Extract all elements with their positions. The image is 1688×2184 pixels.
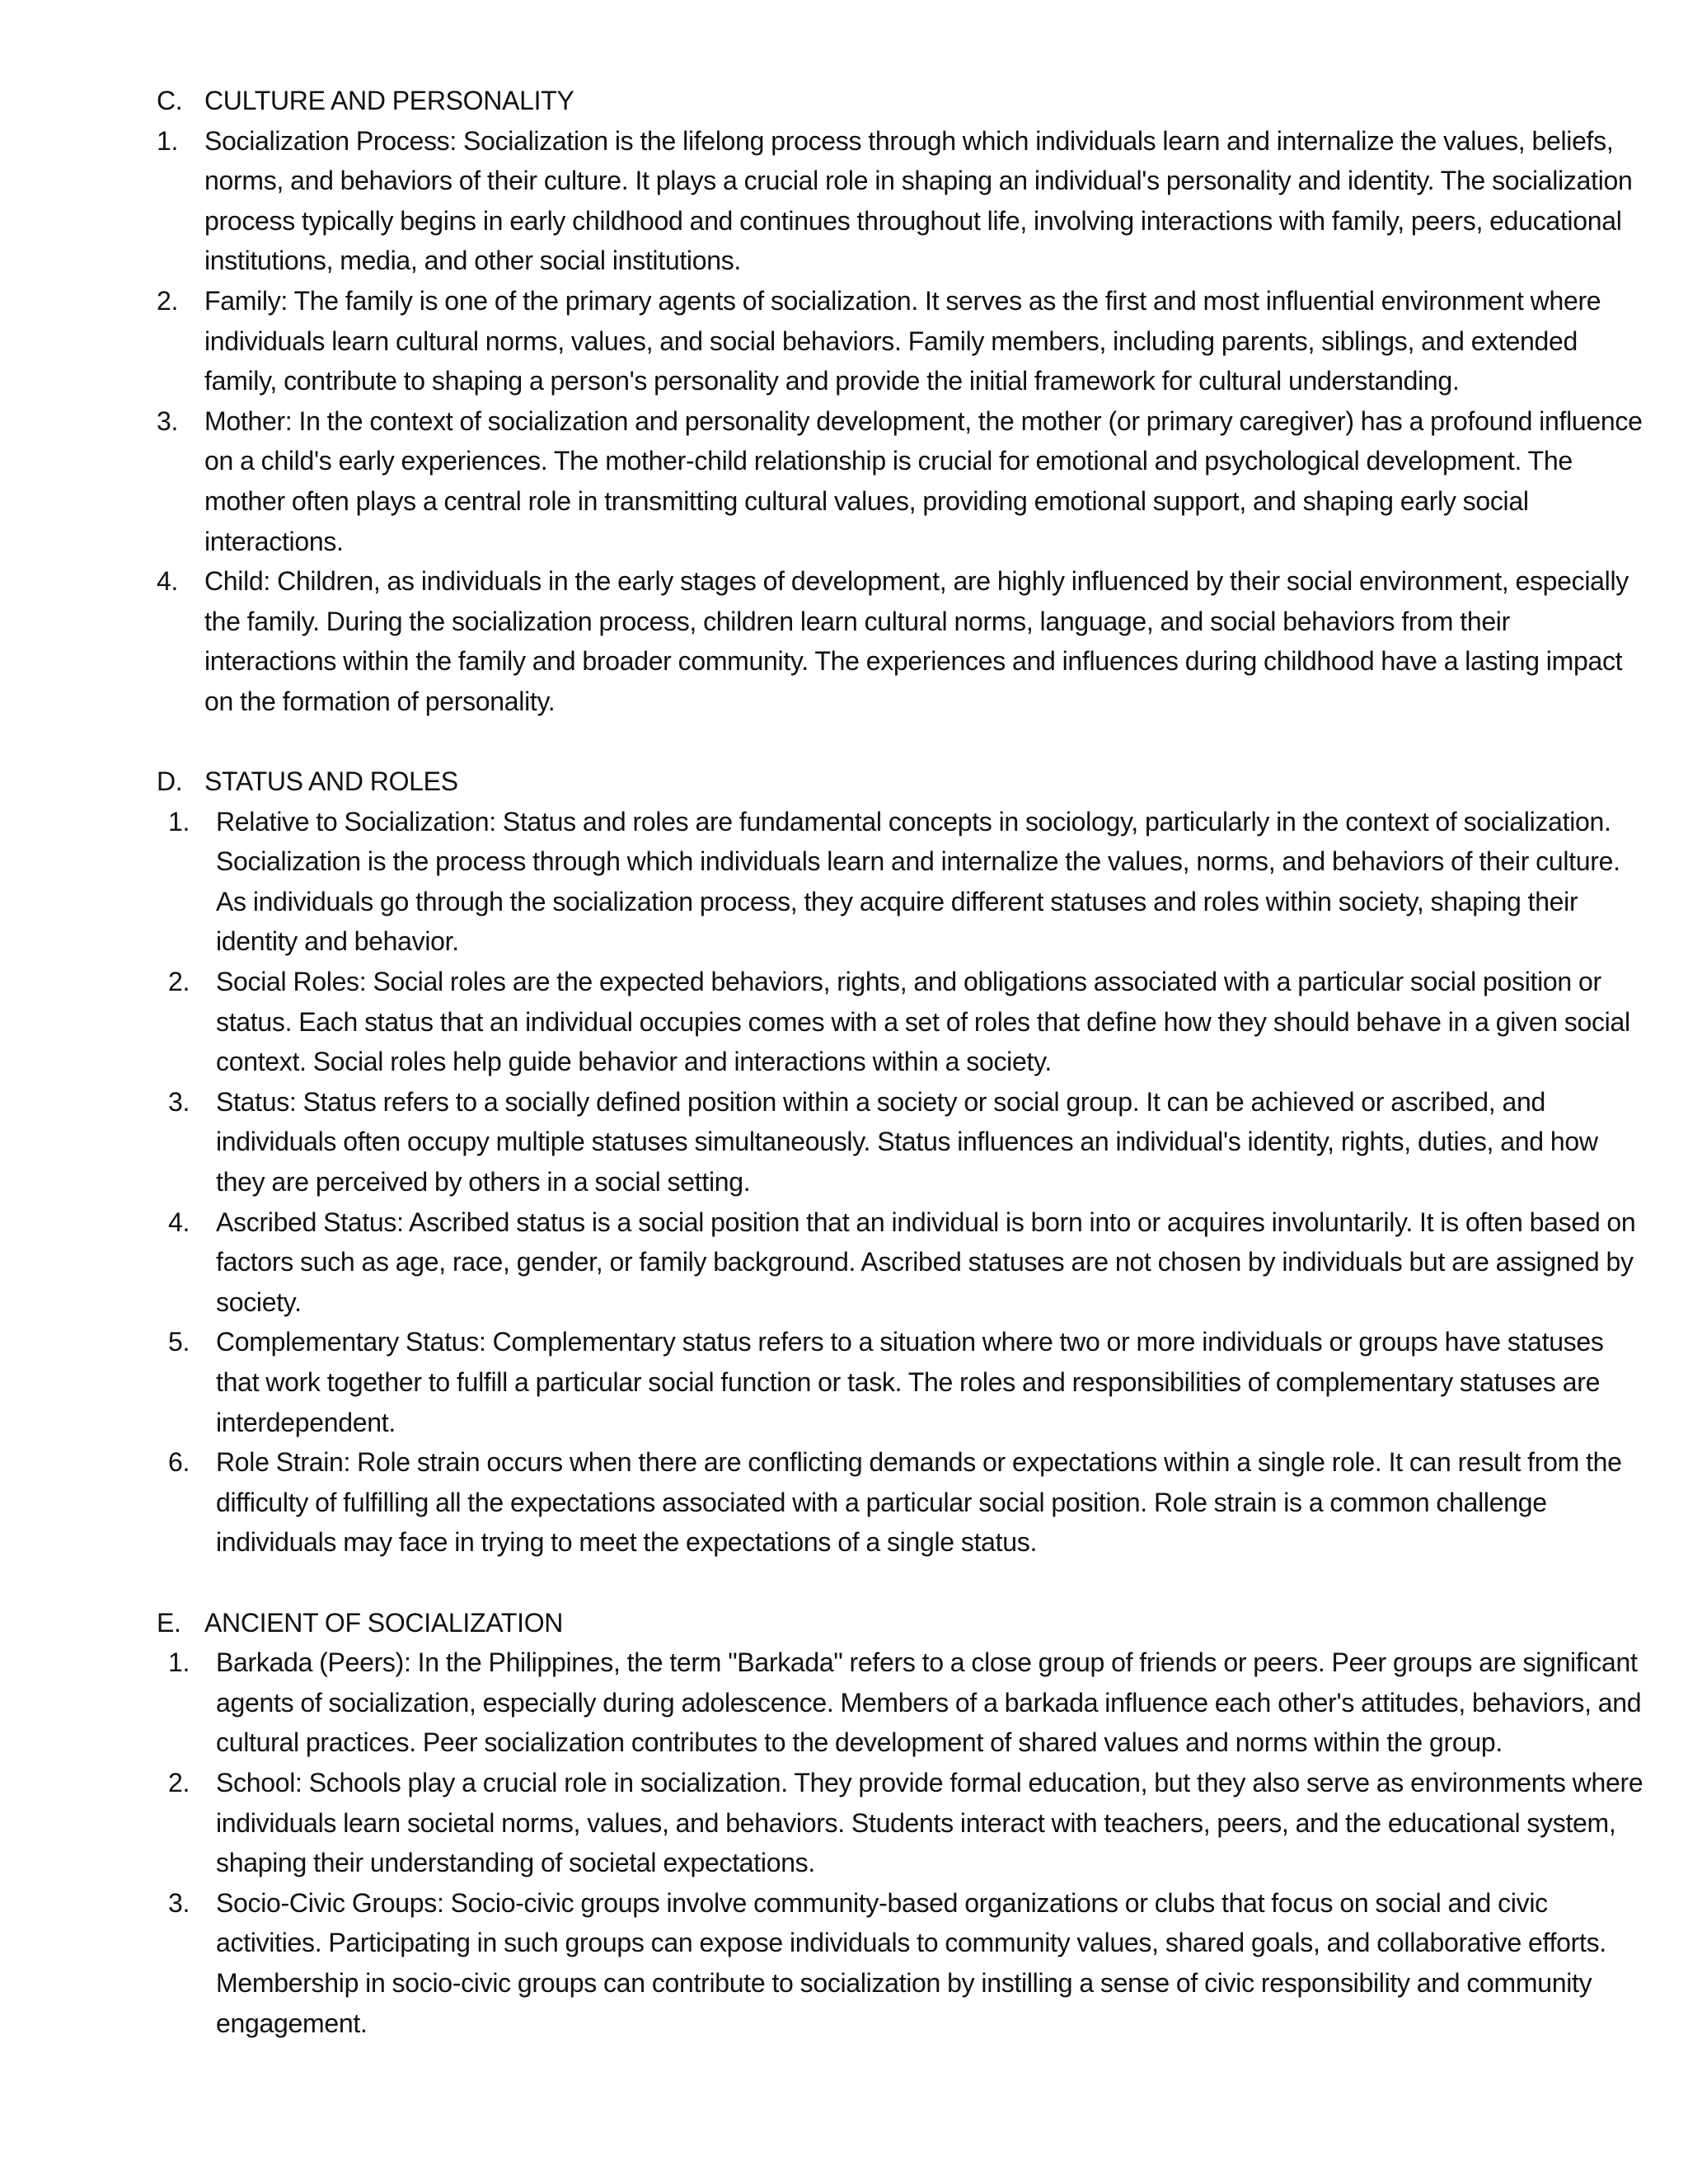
section-status-and-roles xyxy=(157,762,1644,1563)
list-item-number: 1. xyxy=(168,806,190,837)
list-item-text: Barkada (Peers): In the Philippines, the term "Barkada" refers to a close group of friends or peers. Peer groups are significant agents of socialization, especially during adolescence. Members of a barkada influence each other's attitudes, behaviors, and cultural practices. Peer socialization contributes to the development of shared values and norms within the group. xyxy=(216,1647,1642,1758)
section-title: CULTURE AND PERSONALITY xyxy=(204,86,574,115)
list-item-number: 3. xyxy=(157,405,179,436)
list-item xyxy=(157,121,1644,281)
section-title: STATUS AND ROLES xyxy=(204,766,458,797)
list-item-text: Status: Status refers to a socially defined position within a society or social group. It can be achieved or ascribed, and individuals often occupy multiple statuses simultaneously. Status influences an individual's identity, rights, duties, and how they are perceived by others in a social setting. xyxy=(216,1086,1598,1197)
list-item-text: Socio-Civic Groups: Socio-civic groups involve community-based organizations or clubs that focus on social and civic activities. Participating in such groups can expose individuals to community values, shared goals, and collaborative efforts. Membership in socio-civic groups can contribute to socialization by instilling a sense of civic responsibility and community engagement. xyxy=(216,1887,1606,2038)
list-item xyxy=(157,1442,1644,1563)
list-item-text: Mother: In the context of socialization and personality development, the mother (or primary caregiver) has a profound influence on a child's early experiences. The mother-child relationship is crucial for emotional and psychological development. The mother often plays a central role in transmitting cultural values, providing emotional support, and shaping early social interactions. xyxy=(204,405,1643,556)
list-item-number: 4. xyxy=(157,566,179,597)
section-letter: E. xyxy=(157,1607,181,1638)
list-item-text: School: Schools play a crucial role in socialization. They provide formal education, but they also serve as environments where individuals learn societal norms, values, and behaviors. Students interact with teachers, peers, and the educational system, shaping their understanding of societal expectations. xyxy=(216,1767,1643,1878)
list-item-text: Child: Children, as individuals in the early stages of development, are highly influenced by their social environment, especially the family. During the socialization process, children learn cultural norms, language, and social behaviors from their interactions within the family and broader community. The experiences and influences during childhood have a lasting impact on the formation of personality. xyxy=(204,566,1629,716)
list-item xyxy=(157,1883,1644,2043)
list-item xyxy=(157,1082,1644,1202)
section-heading xyxy=(157,762,1644,802)
list-item xyxy=(157,1763,1644,1883)
section-ancient-of-socialization xyxy=(157,1603,1644,2044)
list-item-number: 1. xyxy=(157,125,179,156)
list-item-text: Social Roles: Social roles are the expected behaviors, rights, and obligations associated with a particular social position or status. Each status that an individual occupies comes with a set of roles that define how they should behave in a given social context. Social roles help guide behavior and interactions within a society. xyxy=(216,967,1630,1077)
section-letter: C. xyxy=(157,86,183,115)
list-item xyxy=(157,1322,1644,1442)
list-item-number: 2. xyxy=(168,967,190,997)
list-item-number: 5. xyxy=(168,1327,190,1357)
section-title: ANCIENT OF SOCIALIZATION xyxy=(204,1607,564,1638)
list-item-number: 1. xyxy=(168,1647,190,1678)
list-item-text: Complementary Status: Complementary status refers to a situation where two or more individuals or groups have statuses that work together to fulfill a particular social function or task. The roles and responsibilities of complementary statuses are interdependent. xyxy=(216,1327,1604,1437)
list-item-number: 4. xyxy=(168,1207,190,1237)
document-page xyxy=(157,81,1644,2043)
list-item-text: Role Strain: Role strain occurs when there are conflicting demands or expectations within a single role. It can result from the difficulty of fulfilling all the expectations associated with a particular social position. Role strain is a common challenge individuals may face in trying to meet the expectations of a single status. xyxy=(216,1447,1622,1558)
list-item-number: 3. xyxy=(168,1887,190,1918)
list-item-text: Ascribed Status: Ascribed status is a social position that an individual is born into or acquires involuntarily. It is often based on factors such as age, race, gender, or family background. Ascribed statuses are not chosen by individuals but are assigned by society. xyxy=(216,1207,1636,1317)
list-item-number: 3. xyxy=(168,1086,190,1117)
list-item xyxy=(157,1643,1644,1763)
list-item-text: Relative to Socialization: Status and roles are fundamental concepts in sociology, particularly in the context of socialization. Socialization is the process through which individuals learn and internalize the values, norms, and behaviors of their culture. As individuals go through the socialization process, they acquire different statuses and roles within society, shaping their identity and behavior. xyxy=(216,806,1620,957)
list-item-text: Family: The family is one of the primary agents of socialization. It serves as the first and most influential environment where individuals learn cultural norms, values, and social behaviors. Family members, including parents, siblings, and extended family, contribute to shaping a person's personality and provide the initial framework for cultural understanding. xyxy=(204,285,1601,396)
section-heading xyxy=(157,1603,1644,1643)
list-item xyxy=(157,401,1644,561)
list-item-number: 6. xyxy=(168,1447,190,1478)
list-item-text: Socialization Process: Socialization is the lifelong process through which individuals learn and internalize the values, beliefs, norms, and behaviors of their culture. It plays a crucial role in shaping an individual's personality and identity. The socialization process typically begins in early childhood and continues throughout life, involving interactions with family, peers, educational institutions, media, and other social institutions. xyxy=(204,125,1633,276)
list-item-number: 2. xyxy=(168,1767,190,1797)
list-item-number: 2. xyxy=(157,285,179,316)
list-item xyxy=(157,962,1644,1082)
list-item xyxy=(157,802,1644,962)
section-letter: D. xyxy=(157,766,183,797)
list-item xyxy=(157,561,1644,721)
list-item xyxy=(157,1202,1644,1323)
list-item xyxy=(157,281,1644,401)
section-heading xyxy=(157,81,1644,121)
section-culture-and-personality xyxy=(157,81,1644,722)
